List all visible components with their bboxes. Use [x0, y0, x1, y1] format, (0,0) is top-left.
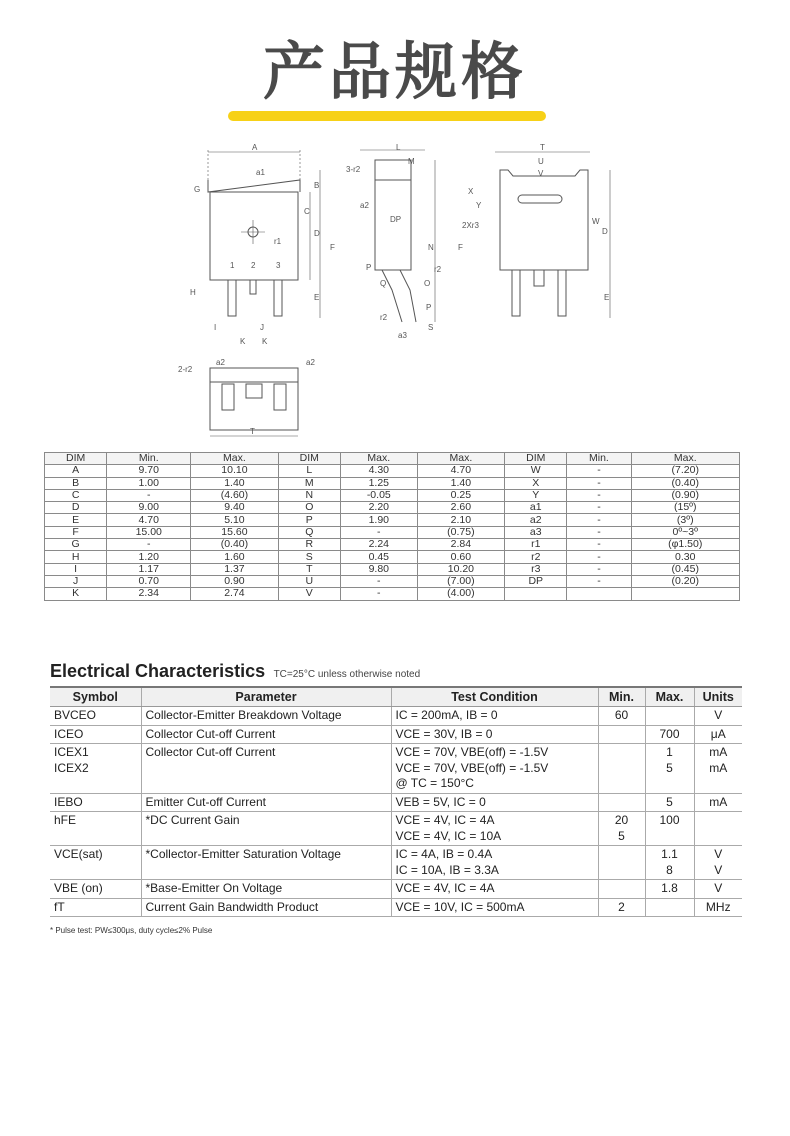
table-cell: K — [45, 588, 107, 600]
table-cell: Y — [505, 489, 567, 501]
header-min: Min. — [598, 687, 645, 707]
drawing-label: 3-r2 — [346, 165, 361, 174]
symbol-line: fT — [54, 899, 65, 914]
drawing-label: K — [240, 337, 246, 346]
header-cell: Min. — [107, 453, 191, 465]
table-cell: F — [45, 526, 107, 538]
table-cell: 5.10 — [191, 514, 278, 526]
max-cell — [645, 846, 694, 880]
symbol-line: VBE (on) — [54, 881, 103, 895]
header-cell: DIM — [278, 453, 340, 465]
pulse-test-footnote: * Pulse test: PW≤300μs, duty cycle≤2% Pulse — [50, 926, 213, 935]
test-cell — [391, 846, 598, 880]
symbol-cell — [50, 846, 141, 880]
table-cell: 4.70 — [417, 465, 504, 477]
table-cell: R — [278, 539, 340, 551]
table-cell: - — [567, 563, 631, 575]
min-line: 20 — [614, 813, 629, 827]
table-cell: T — [278, 563, 340, 575]
min-line: 2 — [618, 899, 625, 914]
units-cell — [694, 725, 742, 744]
max-line: 100 — [659, 813, 680, 827]
table-row — [45, 477, 740, 489]
table-cell: J — [45, 575, 107, 587]
test-cell — [391, 707, 598, 726]
table-cell: N — [278, 489, 340, 501]
drawing-label: E — [604, 293, 610, 302]
symbol-line: VCE(sat) — [54, 847, 103, 861]
header-parameter: Parameter — [141, 687, 391, 707]
drawing-label: a3 — [398, 331, 407, 340]
symbol-line: BVCEO — [54, 708, 97, 722]
drawing-label: C — [304, 207, 310, 216]
test-line: IC = 10A, IB = 3.3A — [395, 862, 499, 877]
test-cell — [391, 898, 598, 917]
drawing-label: I — [214, 323, 217, 332]
drawing-label: a2 — [360, 201, 369, 210]
table-cell: r2 — [505, 551, 567, 563]
table-cell: a2 — [505, 514, 567, 526]
table-cell: - — [340, 526, 417, 538]
units-line: V — [714, 862, 723, 877]
test-cell — [391, 793, 598, 812]
table-cell: (3º) — [631, 514, 740, 526]
drawing-label: D — [314, 229, 320, 238]
table-cell: 0.70 — [107, 575, 191, 587]
drawing-label: H — [190, 288, 196, 297]
test-line: VCE = 10V, IC = 500mA — [395, 899, 525, 914]
drawing-label: U — [538, 157, 544, 166]
table-cell: 2.60 — [417, 502, 504, 514]
table-cell: 9.70 — [107, 465, 191, 477]
table-cell: S — [278, 551, 340, 563]
table-cell: L — [278, 465, 340, 477]
table-row — [45, 526, 740, 538]
drawing-label: D — [602, 227, 608, 236]
max-cell — [645, 725, 694, 744]
table-row — [50, 725, 742, 744]
max-line: 5 — [666, 760, 673, 775]
units-line: mA — [709, 745, 728, 759]
table-cell: W — [505, 465, 567, 477]
drawing-label: a1 — [256, 168, 265, 177]
ec-header-row — [50, 687, 742, 707]
max-line: 1.1 — [661, 847, 678, 861]
table-row — [45, 489, 740, 501]
table-cell: D — [45, 502, 107, 514]
symbol-cell — [50, 898, 141, 917]
parameter-cell: Collector Cut-off Current — [141, 744, 391, 794]
table-cell: - — [567, 502, 631, 514]
drawing-label: O — [424, 279, 431, 288]
ec-table-body — [50, 707, 742, 917]
table-cell: - — [567, 465, 631, 477]
symbol-cell — [50, 725, 141, 744]
drawing-label: T — [540, 143, 545, 152]
table-cell: 9.00 — [107, 502, 191, 514]
table-cell: - — [567, 575, 631, 587]
table-cell: 0º~3º — [631, 526, 740, 538]
symbol-cell — [50, 812, 141, 846]
table-cell: H — [45, 551, 107, 563]
table-cell: 1.37 — [191, 563, 278, 575]
parameter-cell: Collector-Emitter Breakdown Voltage — [141, 707, 391, 726]
max-cell — [645, 880, 694, 899]
table-cell: (4.00) — [417, 588, 504, 600]
table-cell: - — [107, 539, 191, 551]
table-cell: (0.40) — [631, 477, 740, 489]
table-row — [45, 465, 740, 477]
drawing-label: a2 — [216, 358, 225, 367]
table-cell: a1 — [505, 502, 567, 514]
drawing-label: r1 — [274, 237, 282, 246]
table-row — [50, 898, 742, 917]
header-cell: DIM — [505, 453, 567, 465]
table-cell: (15º) — [631, 502, 740, 514]
table-cell: 1.17 — [107, 563, 191, 575]
max-line: 5 — [666, 794, 673, 809]
units-line: mA — [709, 760, 728, 775]
drawing-label: G — [194, 185, 201, 194]
table-cell: - — [107, 489, 191, 501]
table-cell: (0.20) — [631, 575, 740, 587]
drawing-label: N — [428, 243, 434, 252]
min-cell — [598, 812, 645, 846]
table-row — [45, 514, 740, 526]
min-cell — [598, 744, 645, 794]
table-cell: 0.90 — [191, 575, 278, 587]
header-cell: Max. — [340, 453, 417, 465]
drawing-label: E — [314, 293, 320, 302]
max-cell — [645, 744, 694, 794]
drawing-label: 2Xr3 — [462, 221, 479, 230]
table-cell: 1.90 — [340, 514, 417, 526]
table-row — [45, 551, 740, 563]
table-row — [50, 744, 742, 794]
table-cell: C — [45, 489, 107, 501]
table-cell: - — [340, 588, 417, 600]
table-cell: (0.75) — [417, 526, 504, 538]
units-line: V — [714, 847, 723, 861]
drawing-label: 2 — [251, 261, 256, 270]
table-cell: U — [278, 575, 340, 587]
max-line: 1.8 — [661, 881, 678, 895]
symbol-cell — [50, 793, 141, 812]
test-cell — [391, 812, 598, 846]
package-outline-drawing — [170, 140, 620, 440]
min-cell — [598, 725, 645, 744]
table-cell: 2.84 — [417, 539, 504, 551]
symbol-cell — [50, 744, 141, 794]
table-row — [45, 539, 740, 551]
dimension-table-header-row — [45, 453, 740, 465]
table-cell: B — [45, 477, 107, 489]
drawing-label: 3 — [276, 261, 281, 270]
table-cell — [631, 588, 740, 600]
parameter-cell: Collector Cut-off Current — [141, 725, 391, 744]
table-cell: (0.40) — [191, 539, 278, 551]
dimension-table-body — [45, 465, 740, 600]
units-line: V — [714, 708, 723, 722]
drawing-label: P — [426, 303, 432, 312]
drawing-label: K — [262, 337, 268, 346]
table-cell: 2.20 — [340, 502, 417, 514]
test-line: VCE = 4V, IC = 4A — [395, 881, 495, 895]
table-cell: 1.40 — [191, 477, 278, 489]
test-line: VCE = 70V, VBE(off) = -1.5V — [395, 745, 549, 759]
units-cell — [694, 744, 742, 794]
drawing-label: r2 — [434, 265, 442, 274]
table-cell: - — [340, 575, 417, 587]
symbol-line: ICEO — [54, 726, 84, 741]
drawing-label: 2-r2 — [178, 365, 193, 374]
drawing-label: a2 — [306, 358, 315, 367]
table-cell: I — [45, 563, 107, 575]
parameter-cell: Emitter Cut-off Current — [141, 793, 391, 812]
table-cell: 4.30 — [340, 465, 417, 477]
table-cell: 2.34 — [107, 588, 191, 600]
min-line: 5 — [618, 828, 625, 843]
header-cell: Min. — [567, 453, 631, 465]
table-cell: 0.45 — [340, 551, 417, 563]
table-cell: Q — [278, 526, 340, 538]
table-cell: - — [567, 477, 631, 489]
units-cell — [694, 880, 742, 899]
table-cell: (4.60) — [191, 489, 278, 501]
table-cell: (0.90) — [631, 489, 740, 501]
table-cell: 15.00 — [107, 526, 191, 538]
symbol-line: hFE — [54, 813, 77, 827]
header-test-condition: Test Condition — [391, 687, 598, 707]
drawing-label: Y — [476, 201, 482, 210]
parameter-cell: Current Gain Bandwidth Product — [141, 898, 391, 917]
units-cell — [694, 898, 742, 917]
symbol-cell — [50, 880, 141, 899]
table-cell: 1.25 — [340, 477, 417, 489]
condition-note: TC=25°C unless otherwise noted — [273, 669, 421, 680]
drawing-label: T — [250, 427, 255, 436]
test-line: VCE = 4V, IC = 4A — [395, 813, 495, 827]
drawing-label: F — [458, 243, 463, 252]
test-line: VCE = 4V, IC = 10A — [395, 828, 502, 843]
table-cell: 2.74 — [191, 588, 278, 600]
table-cell: 1.40 — [417, 477, 504, 489]
table-cell: r3 — [505, 563, 567, 575]
header-symbol: Symbol — [50, 687, 141, 707]
drawing-label: DP — [390, 215, 402, 224]
table-cell: 10.20 — [417, 563, 504, 575]
table-row — [45, 588, 740, 600]
drawing-label: L — [396, 143, 401, 152]
symbol-line: ICEX2 — [54, 760, 89, 775]
electrical-characteristics-table — [50, 686, 742, 917]
units-line: V — [714, 881, 723, 895]
parameter-cell: *Base-Emitter On Voltage — [141, 880, 391, 899]
drawing-label: r2 — [380, 313, 388, 322]
table-cell: (0.45) — [631, 563, 740, 575]
table-row — [50, 793, 742, 812]
min-cell — [598, 898, 645, 917]
table-cell: 4.70 — [107, 514, 191, 526]
drawing-label: F — [330, 243, 335, 252]
table-cell: 1.60 — [191, 551, 278, 563]
test-cell — [391, 744, 598, 794]
table-cell: 2.24 — [340, 539, 417, 551]
drawing-label: 1 — [230, 261, 235, 270]
units-line: MHz — [705, 899, 731, 914]
drawing-label: V — [538, 169, 544, 178]
symbol-line: IEBO — [54, 794, 83, 809]
max-cell — [645, 707, 694, 726]
drawing-label: X — [468, 187, 474, 196]
drawing-label: A — [252, 143, 258, 152]
table-cell: E — [45, 514, 107, 526]
drawing-label: J — [260, 323, 264, 332]
table-cell: (7.20) — [631, 465, 740, 477]
table-cell: (7.00) — [417, 575, 504, 587]
max-line: 700 — [659, 726, 680, 741]
table-cell: r1 — [505, 539, 567, 551]
table-cell: 1.20 — [107, 551, 191, 563]
table-cell — [567, 588, 631, 600]
table-cell: a3 — [505, 526, 567, 538]
units-cell — [694, 846, 742, 880]
parameter-cell: *DC Current Gain — [141, 812, 391, 846]
max-line: 8 — [666, 862, 673, 877]
parameter-cell: *Collector-Emitter Saturation Voltage — [141, 846, 391, 880]
table-cell: (φ1.50) — [631, 539, 740, 551]
electrical-characteristics-heading — [50, 661, 420, 682]
table-cell: -0.05 — [340, 489, 417, 501]
symbol-line: ICEX1 — [54, 745, 89, 759]
test-line: VCE = 30V, IB = 0 — [395, 726, 493, 741]
drawing-label: W — [592, 217, 600, 226]
drawing-label: P — [366, 263, 372, 272]
test-line: VEB = 5V, IC = 0 — [395, 794, 486, 809]
table-cell: - — [567, 539, 631, 551]
table-cell: O — [278, 502, 340, 514]
units-line: mA — [709, 794, 728, 809]
table-cell: 0.25 — [417, 489, 504, 501]
page-title: 产品规格 — [262, 35, 527, 108]
symbol-cell — [50, 707, 141, 726]
table-row — [45, 563, 740, 575]
table-cell: A — [45, 465, 107, 477]
drawing-label: M — [408, 157, 415, 166]
header-cell: Max. — [631, 453, 740, 465]
table-row — [50, 707, 742, 726]
test-line: @ TC = 150°C — [395, 776, 474, 790]
table-cell: DP — [505, 575, 567, 587]
dimension-table — [44, 452, 740, 601]
table-cell: - — [567, 489, 631, 501]
table-cell: G — [45, 539, 107, 551]
header-cell: Max. — [417, 453, 504, 465]
test-cell — [391, 725, 598, 744]
table-row — [50, 880, 742, 899]
title-underline — [228, 111, 546, 121]
table-cell: 9.40 — [191, 502, 278, 514]
units-line: μA — [710, 726, 726, 741]
units-cell — [694, 707, 742, 726]
max-line: 1 — [666, 745, 673, 759]
units-cell — [694, 793, 742, 812]
drawing-label: Q — [380, 279, 387, 288]
drawing-label: S — [428, 323, 434, 332]
header-cell: Max. — [191, 453, 278, 465]
header-max: Max. — [645, 687, 694, 707]
table-cell: 0.30 — [631, 551, 740, 563]
table-cell: 1.00 — [107, 477, 191, 489]
min-cell — [598, 880, 645, 899]
table-cell: - — [567, 514, 631, 526]
test-cell — [391, 880, 598, 899]
min-line: 60 — [614, 708, 629, 722]
table-cell: - — [567, 526, 631, 538]
drawing-label: B — [314, 181, 320, 190]
test-line: IC = 200mA, IB = 0 — [395, 708, 498, 722]
max-cell — [645, 812, 694, 846]
min-cell — [598, 793, 645, 812]
min-cell — [598, 846, 645, 880]
table-cell: 0.60 — [417, 551, 504, 563]
test-line: VCE = 70V, VBE(off) = -1.5V — [395, 760, 549, 775]
table-cell: - — [567, 551, 631, 563]
table-cell: 15.60 — [191, 526, 278, 538]
min-cell — [598, 707, 645, 726]
section-title: Electrical Characteristics — [50, 661, 266, 681]
table-row — [45, 502, 740, 514]
max-cell — [645, 793, 694, 812]
table-cell — [505, 588, 567, 600]
table-cell: X — [505, 477, 567, 489]
table-row — [45, 575, 740, 587]
table-cell: V — [278, 588, 340, 600]
header-units: Units — [694, 687, 742, 707]
header-cell: DIM — [45, 453, 107, 465]
table-cell: P — [278, 514, 340, 526]
table-cell: 10.10 — [191, 465, 278, 477]
table-cell: M — [278, 477, 340, 489]
units-cell — [694, 812, 742, 846]
table-row — [50, 812, 742, 846]
max-cell — [645, 898, 694, 917]
table-row — [50, 846, 742, 880]
table-cell: 9.80 — [340, 563, 417, 575]
table-cell: 2.10 — [417, 514, 504, 526]
test-line: IC = 4A, IB = 0.4A — [395, 847, 493, 861]
